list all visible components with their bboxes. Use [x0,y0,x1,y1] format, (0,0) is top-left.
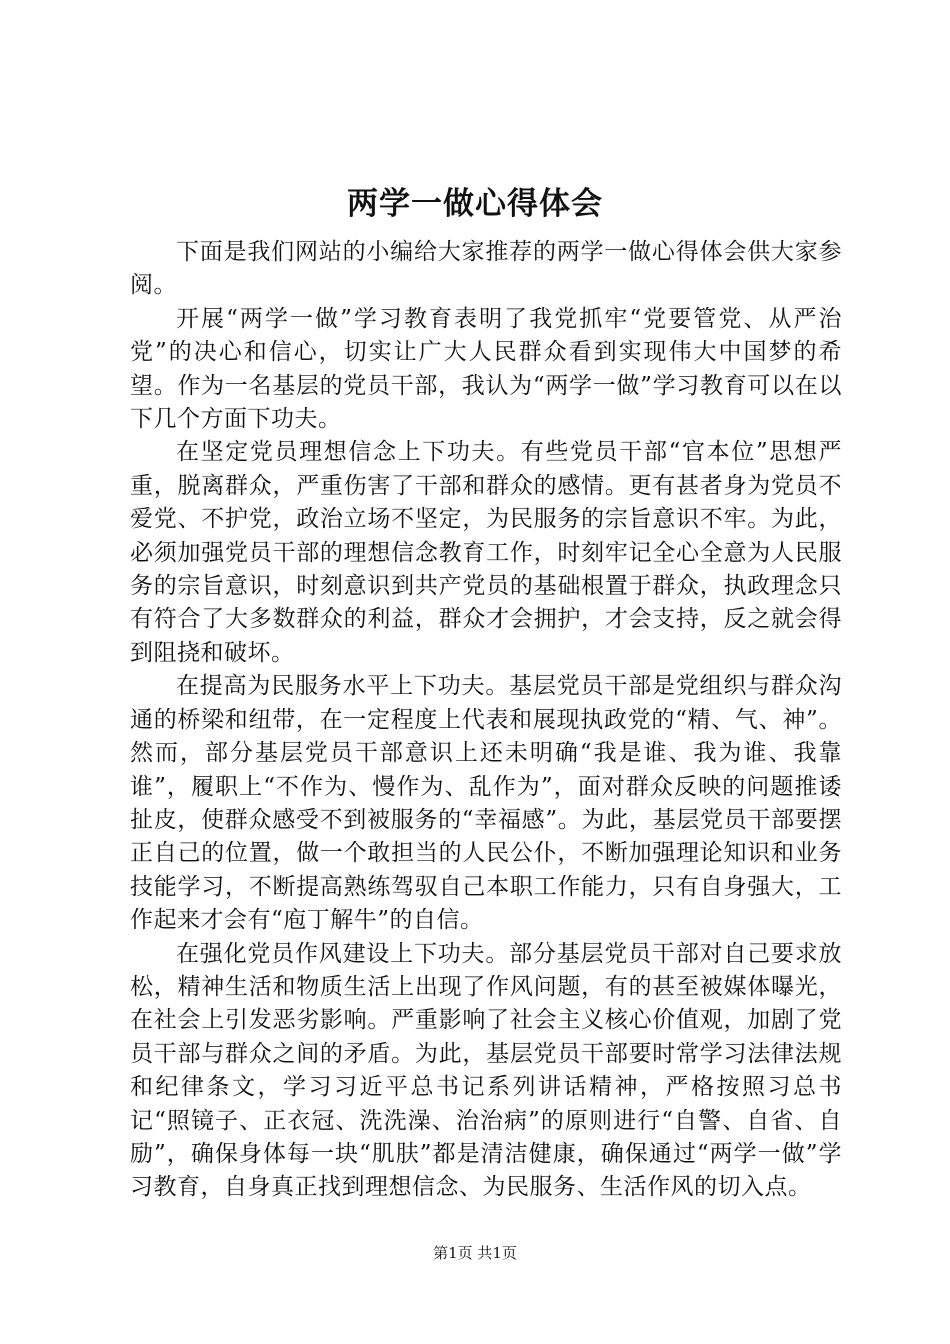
paragraph-intro: 下面是我们网站的小编给大家推荐的两学一做心得体会供大家参阅。 [130,239,842,299]
paragraph-ideals-faith: 在坚定党员理想信念上下功夫。有些党员干部“官本位”思想严重，脱离群众，严重伤害了干部和群众的感情。更有甚者身为党员不爱党、不护党，政治立场不坚定，为民服务的宗旨意识不牢。为此，必须加强党员干部的理想信念教育工作，时刻牢记全心全意为人民服务的宗旨意识，时刻意识到共产党员的基础根置于群众，执政理念只有符合了大多数群众的利益，群众才会拥护，才会支持，反之就会得到阻挠和破坏。 [130,439,842,666]
paragraph-work-style: 在强化党员作风建设上下功夫。部分基层党员干部对自己要求放松，精神生活和物质生活上出现了作风问题，有的甚至被媒体曝光，在社会上引发恶劣影响。严重影响了社会主义核心价值观，加剧了党员干部与群众之间的矛盾。为此，基层党员干部要时常学习法律法规和纪律条文，学习习近平总书记系列讲话精神，严格按照习总书记“照镜子、正衣冠、洗洗澡、治治病”的原则进行“自警、自省、自励”，确保身体每一块“肌肤”都是清洁健康，确保通过“两学一做”学习教育，自身真正找到理想信念、为民服务、生活作风的切入点。 [130,940,842,1201]
paragraph-service-level: 在提高为民服务水平上下功夫。基层党员干部是党组织与群众沟通的桥梁和纽带，在一定程度上代表和展现执政党的“精、气、神”。然而，部分基层党员干部意识上还未明确“我是谁、我为谁、我靠谁”，履职上“不作为、慢作为、乱作为”，面对群众反映的问题推诿扯皮，使群众感受不到被服务的“幸福感”。为此，基层党员干部要摆正自己的位置，做一个敢担当的人民公仆，不断加强理论知识和业务技能学习，不断提高熟练驾驭自己本职工作能力，只有自身强大，工作起来才会有“庖丁解牛”的自信。 [130,673,842,934]
paragraph-overview: 开展“两学一做”学习教育表明了我党抓牢“党要管党、从严治党”的决心和信心，切实让广大人民群众看到实现伟大中国梦的希望。作为一名基层的党员干部，我认为“两学一做”学习教育可以在以下几个方面下功夫。 [130,305,842,433]
document-body [130,236,842,1205]
page-number-footer: 第1页 共1页 [433,1244,517,1262]
document-title: 两学一做心得体会 [347,186,603,222]
